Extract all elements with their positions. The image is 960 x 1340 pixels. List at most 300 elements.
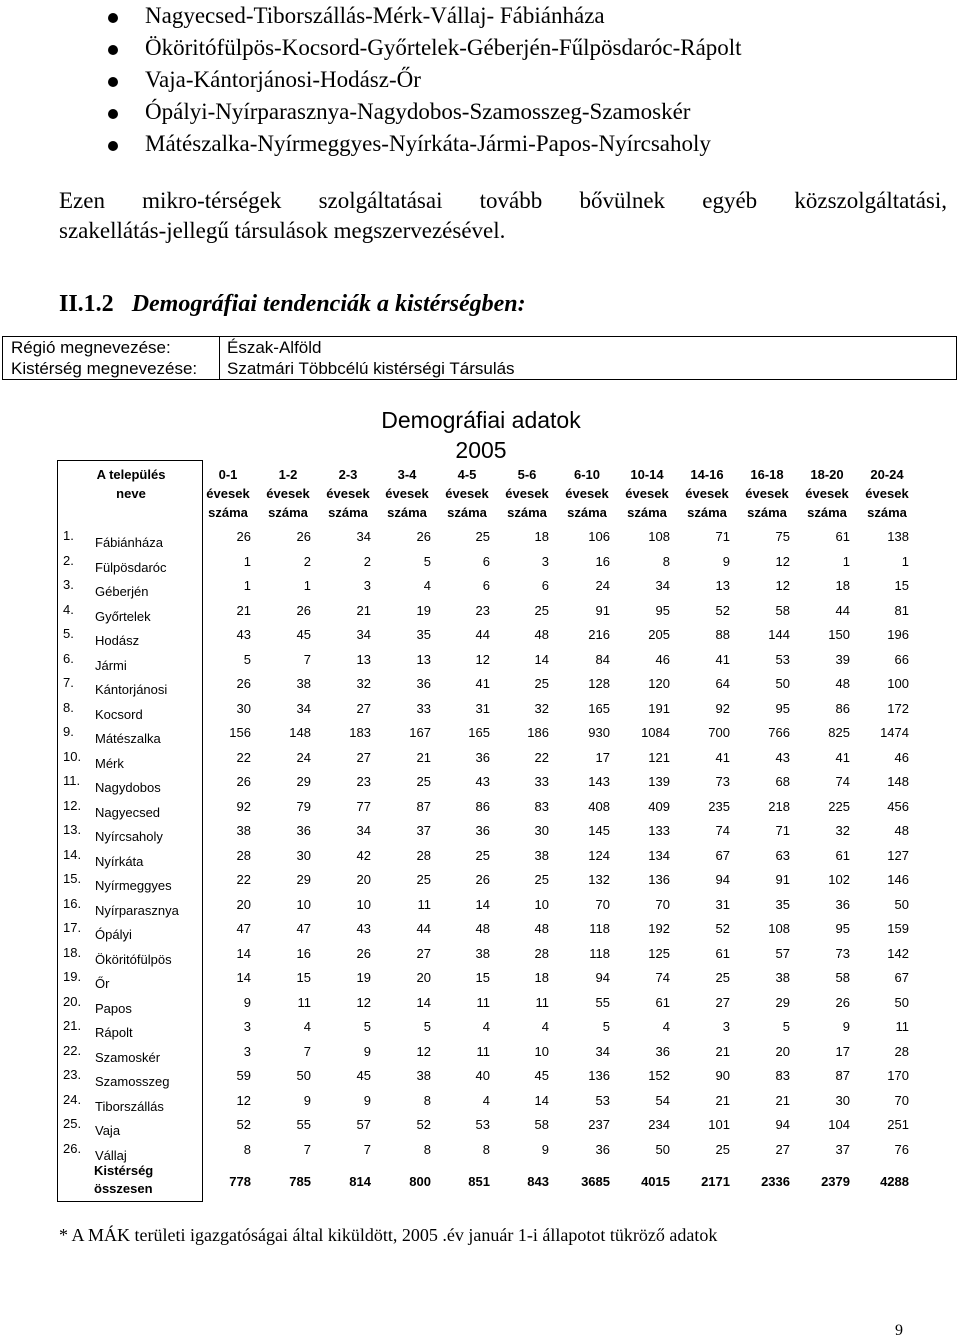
settlement-name: Nyírcsaholy (95, 829, 163, 844)
section-title: Demográfiai tendenciák a kistérségben: (131, 291, 526, 317)
table-cell: 120 (648, 676, 670, 691)
table-cell: 12 (356, 994, 371, 1010)
table-cell: 34 (296, 700, 311, 716)
table-cell: 41 (835, 749, 850, 765)
table-cell: 31 (715, 896, 730, 912)
age-column-header (557, 465, 617, 522)
table-cell: 3 (541, 553, 549, 569)
table-cell: 18 (534, 970, 549, 985)
table-cell: 58 (835, 970, 850, 985)
table-cell: 22 (236, 872, 251, 887)
table-cell: 132 (588, 872, 610, 887)
age-header-l3: száma (328, 505, 368, 520)
table-cell: 146 (887, 872, 909, 887)
microregion-text: Nagyecsed-Tiborszállás-Mérk-Vállaj- Fábiánháza (145, 3, 605, 28)
row-number: 14. (63, 846, 82, 862)
row-number: 19. (63, 969, 82, 984)
age-header-l3: száma (387, 505, 427, 520)
settlement-name: Győrtelek (95, 608, 151, 624)
table-cell: 59 (236, 1068, 251, 1083)
table-cell: 74 (835, 774, 850, 789)
table-cell: 67 (894, 970, 909, 985)
subregion-value: Szatmári Többcélú kistérségi Társulás (227, 359, 515, 378)
total-label-line-2: összesen (94, 1181, 153, 1196)
table-cell: 14 (475, 896, 490, 912)
table-cell: 48 (534, 921, 549, 936)
table-cell: 1 (901, 553, 909, 569)
table-cell: 23 (356, 774, 371, 789)
table-cell: 108 (768, 921, 790, 936)
table-cell: 7 (303, 1141, 311, 1157)
table-title (376, 405, 586, 465)
age-header-l3: száma (208, 505, 248, 520)
table-cell: 70 (894, 1092, 909, 1108)
table-cell: 50 (655, 1141, 670, 1157)
table-cell: 33 (534, 774, 549, 789)
settlement-name: Papos (95, 1000, 132, 1016)
table-cell: 237 (588, 1117, 610, 1132)
table-cell: 12 (416, 1043, 431, 1059)
age-column-header (318, 465, 378, 522)
age-header-age: 16-18 (750, 467, 784, 482)
table-cell: 10 (534, 1043, 549, 1059)
table-cell: 14 (534, 1092, 549, 1108)
table-cell: 26 (475, 872, 490, 887)
age-header-l3: száma (567, 505, 607, 520)
section-heading (59, 291, 526, 318)
table-cell: 15 (894, 578, 909, 593)
table-cell: 52 (715, 921, 730, 936)
total-cell: 778 (229, 1174, 251, 1189)
row-number: 25. (63, 1116, 82, 1131)
table-cell: 28 (416, 847, 431, 863)
age-header-l2: évesek (385, 486, 429, 501)
table-cell: 53 (475, 1117, 490, 1132)
table-cell: 1 (842, 553, 850, 569)
table-cell: 13 (416, 651, 431, 667)
settlement-name: Hodász (95, 633, 140, 648)
table-cell: 14 (236, 970, 251, 985)
table-cell: 235 (708, 798, 730, 814)
table-cell: 165 (468, 725, 490, 740)
table-cell: 11 (535, 994, 549, 1010)
row-number: 7. (63, 675, 74, 690)
table-cell: 63 (775, 847, 790, 863)
table-cell: 95 (835, 921, 850, 936)
age-header-age: 3-4 (397, 467, 417, 482)
table-cell: 47 (236, 921, 251, 936)
table-cell: 1 (243, 553, 251, 569)
table-cell: 17 (595, 749, 610, 765)
section-number: II.1.2 (59, 291, 114, 317)
table-cell: 134 (648, 847, 670, 863)
age-column-header (198, 465, 258, 522)
table-cell: 61 (835, 847, 850, 863)
table-cell: 205 (648, 627, 670, 642)
table-cell: 29 (775, 994, 790, 1010)
row-number: 11. (63, 773, 81, 788)
table-cell: 12 (775, 578, 790, 593)
settlement-header (92, 465, 170, 503)
region-info-box (2, 336, 957, 380)
table-cell: 136 (648, 872, 670, 887)
table-cell: 29 (296, 774, 311, 789)
table-cell: 43 (775, 749, 790, 765)
table-cell: 26 (416, 529, 431, 544)
settlement-name: Ököritófülpös (95, 951, 172, 967)
table-cell: 251 (887, 1117, 909, 1132)
table-cell: 12 (236, 1092, 251, 1108)
age-header-age: 2-3 (338, 467, 358, 482)
table-cell: 50 (894, 896, 909, 912)
table-cell: 124 (588, 847, 610, 863)
row-number: 23. (63, 1067, 82, 1082)
table-cell: 32 (835, 823, 850, 838)
row-number: 5. (63, 626, 74, 641)
table-cell: 144 (768, 627, 790, 642)
table-cell: 7 (303, 1043, 311, 1059)
settlement-name: Mátészalka (95, 731, 161, 746)
table-cell: 4 (482, 1092, 490, 1108)
age-header-l2: évesek (326, 486, 370, 501)
paragraph-line-2: szakellátás-jellegű társulások megszervezésével. (59, 218, 506, 243)
table-cell: 11 (417, 896, 431, 912)
table-cell: 121 (648, 749, 670, 765)
table-cell: 53 (775, 651, 790, 667)
table-cell: 9 (541, 1141, 549, 1157)
settlement-name: Kántorjánosi (95, 682, 168, 697)
table-cell: 30 (534, 823, 549, 838)
age-header-l3: száma (268, 505, 308, 520)
row-number: 6. (63, 650, 74, 666)
table-cell: 57 (356, 1117, 371, 1132)
age-header-l2: évesek (206, 486, 250, 501)
table-cell: 20 (416, 970, 431, 985)
table-cell: 52 (236, 1117, 251, 1132)
table-cell: 48 (894, 823, 909, 838)
table-cell: 19 (416, 602, 431, 618)
age-header-l2: évesek (505, 486, 549, 501)
age-column-header (437, 465, 497, 522)
age-column-header (737, 465, 797, 522)
table-cell: 37 (835, 1141, 850, 1157)
table-cell: 21 (715, 1092, 730, 1108)
table-cell: 5 (602, 1019, 610, 1034)
age-header-l2: évesek (865, 486, 909, 501)
table-cell: 21 (356, 602, 371, 618)
settlement-header-line-2: neve (116, 486, 146, 501)
table-cell: 16 (595, 553, 610, 569)
age-header-l2: évesek (565, 486, 609, 501)
age-header-l3: száma (447, 505, 487, 520)
table-cell: 38 (236, 823, 251, 838)
table-cell: 33 (416, 700, 431, 716)
microregion-text: Vaja-Kántorjánosi-Hodász-Őr (145, 67, 421, 92)
table-cell: 36 (835, 896, 850, 912)
age-header-l2: évesek (745, 486, 789, 501)
total-cell: 851 (468, 1174, 490, 1189)
table-cell: 11 (297, 994, 311, 1010)
table-cell: 150 (828, 627, 850, 642)
table-cell: 19 (356, 970, 371, 985)
age-header-l2: évesek (805, 486, 849, 501)
age-column-header (797, 465, 857, 522)
table-cell: 10 (296, 896, 311, 912)
table-cell: 3 (243, 1043, 251, 1059)
table-cell: 186 (527, 725, 549, 740)
table-cell: 25 (534, 676, 549, 691)
table-cell: 48 (835, 676, 850, 691)
table-cell: 148 (289, 725, 311, 740)
table-cell: 83 (534, 798, 549, 814)
table-cell: 71 (715, 529, 730, 544)
table-cell: 32 (356, 676, 371, 691)
table-cell: 38 (775, 970, 790, 985)
row-number: 9. (63, 724, 74, 739)
table-cell: 192 (648, 921, 670, 936)
table-cell: 22 (534, 749, 549, 765)
region-divider (219, 337, 220, 379)
settlement-name: Géberjén (95, 584, 149, 599)
table-cell: 12 (475, 651, 490, 667)
table-cell: 17 (835, 1043, 850, 1059)
table-cell: 28 (236, 847, 251, 863)
table-cell: 196 (887, 627, 909, 642)
table-cell: 25 (534, 602, 549, 618)
settlement-name: Szamoskér (95, 1049, 161, 1065)
table-cell: 6 (482, 578, 490, 593)
table-cell: 34 (356, 627, 371, 642)
table-cell: 5 (363, 1019, 371, 1034)
age-column-header (377, 465, 437, 522)
table-cell: 7 (363, 1141, 371, 1157)
table-cell: 25 (534, 872, 549, 887)
table-cell: 44 (475, 627, 490, 642)
settlement-name: Mérk (95, 755, 124, 771)
table-cell: 104 (828, 1117, 850, 1132)
table-cell: 3 (722, 1019, 730, 1034)
table-cell: 13 (715, 578, 730, 593)
table-cell: 26 (356, 945, 371, 961)
table-cell: 128 (588, 676, 610, 691)
table-cell: 28 (894, 1043, 909, 1059)
table-cell: 21 (775, 1092, 790, 1108)
table-cell: 21 (416, 749, 431, 765)
table-cell: 92 (236, 798, 251, 814)
table-cell: 23 (475, 602, 490, 618)
table-cell: 48 (475, 921, 490, 936)
row-number: 1. (63, 528, 74, 543)
settlement-name: Nyírkáta (95, 853, 144, 869)
table-cell: 71 (775, 823, 790, 838)
table-cell: 70 (595, 896, 610, 912)
microregion-text: Ököritófülpös-Kocsord-Győrtelek-Géberjén-Fűlpösdaróc-Rápolt (145, 35, 742, 60)
row-number: 24. (63, 1091, 82, 1107)
table-cell: 36 (595, 1141, 610, 1157)
table-cell: 43 (475, 774, 490, 789)
table-cell: 125 (648, 945, 670, 961)
row-number: 2. (63, 552, 74, 568)
table-cell: 35 (416, 627, 431, 642)
table-cell: 94 (715, 872, 730, 887)
row-number: 3. (63, 577, 74, 592)
table-cell: 90 (715, 1068, 730, 1083)
table-cell: 106 (588, 529, 610, 544)
settlement-name: Nagyecsed (95, 804, 161, 820)
table-cell: 8 (482, 1141, 490, 1157)
table-cell: 27 (416, 945, 431, 961)
table-cell: 58 (534, 1117, 549, 1132)
table-cell: 95 (655, 602, 670, 618)
microregion-text: Mátészalka-Nyírmeggyes-Nyírkáta-Jármi-Papos-Nyírcsaholy (145, 131, 711, 156)
age-column-header (497, 465, 557, 522)
table-cell: 766 (768, 725, 790, 740)
table-cell: 1 (243, 578, 251, 593)
table-cell: 83 (775, 1068, 790, 1083)
table-cell: 55 (595, 994, 610, 1010)
table-cell: 218 (768, 798, 790, 814)
table-cell: 34 (356, 529, 371, 544)
table-cell: 11 (895, 1019, 909, 1034)
table-cell: 16 (296, 945, 311, 961)
age-column-header (258, 465, 318, 522)
age-header-l3: száma (687, 505, 727, 520)
row-number: 21. (63, 1018, 82, 1033)
table-cell: 38 (416, 1068, 431, 1083)
table-cell: 34 (595, 1043, 610, 1059)
total-cell: 843 (527, 1174, 549, 1189)
table-cell: 45 (534, 1068, 549, 1083)
age-header-age: 14-16 (690, 467, 724, 482)
table-cell: 4 (423, 578, 431, 593)
table-cell: 30 (835, 1092, 850, 1108)
table-cell: 38 (296, 676, 311, 691)
table-cell: 25 (715, 1141, 730, 1157)
table-cell: 52 (715, 602, 730, 618)
table-cell: 64 (715, 676, 730, 691)
table-title-line-1: Demográfiai adatok (381, 407, 581, 433)
age-column-header (857, 465, 917, 522)
table-cell: 26 (296, 602, 311, 618)
table-cell: 21 (715, 1043, 730, 1059)
row-number: 8. (63, 699, 74, 715)
footnote: * A MÁK területi igazgatóságai által kiküldött, 2005 .év január 1-i állapotot tükröző adatok (59, 1225, 718, 1245)
total-cell: 2336 (761, 1174, 790, 1189)
table-cell: 55 (296, 1117, 311, 1132)
table-cell: 44 (835, 602, 850, 618)
row-number: 15. (63, 871, 82, 886)
table-cell: 91 (775, 872, 790, 887)
table-cell: 27 (775, 1141, 790, 1157)
table-cell: 91 (595, 602, 610, 618)
table-cell: 165 (588, 700, 610, 716)
table-cell: 133 (648, 823, 670, 838)
row-number: 26. (63, 1140, 82, 1156)
table-cell: 77 (356, 798, 371, 814)
table-cell: 43 (236, 627, 251, 642)
table-cell: 61 (655, 994, 670, 1010)
table-cell: 87 (416, 798, 431, 814)
table-cell: 24 (296, 749, 311, 765)
table-cell: 102 (828, 872, 850, 887)
table-cell: 87 (835, 1068, 850, 1083)
table-cell: 32 (534, 700, 549, 716)
age-header-l3: száma (867, 505, 907, 520)
table-cell: 108 (648, 529, 670, 544)
region-label: Régió megnevezése: (11, 338, 171, 357)
bullet-icon (108, 141, 118, 151)
table-cell: 5 (423, 1019, 431, 1034)
age-header-l3: száma (807, 505, 847, 520)
age-header-age: 10-14 (630, 467, 664, 482)
table-cell: 20 (356, 872, 371, 887)
table-cell: 101 (708, 1117, 730, 1132)
settlement-header-line-1: A település (96, 467, 166, 482)
table-cell: 21 (236, 602, 251, 618)
settlement-name: Rápolt (95, 1025, 133, 1040)
table-cell: 29 (296, 872, 311, 887)
age-header-age: 0-1 (218, 467, 238, 482)
table-cell: 30 (236, 700, 251, 716)
table-cell: 930 (588, 725, 610, 740)
table-cell: 25 (475, 529, 490, 544)
table-cell: 148 (887, 774, 909, 789)
total-cell: 800 (409, 1174, 431, 1189)
table-cell: 36 (655, 1043, 670, 1059)
table-cell: 11 (476, 994, 490, 1010)
table-cell: 25 (475, 847, 490, 863)
table-cell: 25 (715, 970, 730, 985)
table-cell: 20 (775, 1043, 790, 1059)
table-cell: 100 (887, 676, 909, 691)
table-cell: 26 (236, 529, 251, 544)
table-cell: 26 (236, 676, 251, 691)
settlement-name: Őr (95, 976, 110, 991)
table-cell: 27 (356, 700, 371, 716)
table-cell: 75 (775, 529, 790, 544)
table-cell: 700 (708, 725, 730, 740)
table-cell: 35 (775, 896, 790, 912)
row-number: 10. (63, 748, 82, 764)
table-cell: 9 (363, 1043, 371, 1059)
table-cell: 26 (236, 774, 251, 789)
age-header-age: 18-20 (810, 467, 844, 482)
table-cell: 70 (655, 896, 670, 912)
table-cell: 25 (416, 774, 431, 789)
row-number: 4. (63, 601, 74, 617)
table-cell: 44 (416, 921, 431, 936)
table-cell: 118 (589, 921, 610, 936)
table-cell: 36 (296, 823, 311, 838)
age-header-age: 6-10 (573, 467, 601, 482)
table-cell: 456 (887, 798, 909, 814)
settlement-name: Vállaj (95, 1147, 127, 1163)
settlement-name: Ópályi (95, 927, 132, 942)
total-cell: 814 (349, 1174, 371, 1189)
table-cell: 142 (887, 945, 909, 961)
table-cell: 138 (887, 529, 909, 544)
table-cell: 68 (775, 774, 790, 789)
table-cell: 47 (296, 921, 311, 936)
table-cell: 43 (356, 921, 371, 936)
age-header-age: 4-5 (457, 467, 477, 482)
total-cell: 785 (289, 1174, 311, 1189)
table-cell: 81 (894, 602, 909, 618)
table-cell: 50 (775, 676, 790, 691)
table-cell: 4 (482, 1019, 490, 1034)
table-cell: 41 (715, 651, 730, 667)
table-cell: 1474 (880, 725, 909, 740)
